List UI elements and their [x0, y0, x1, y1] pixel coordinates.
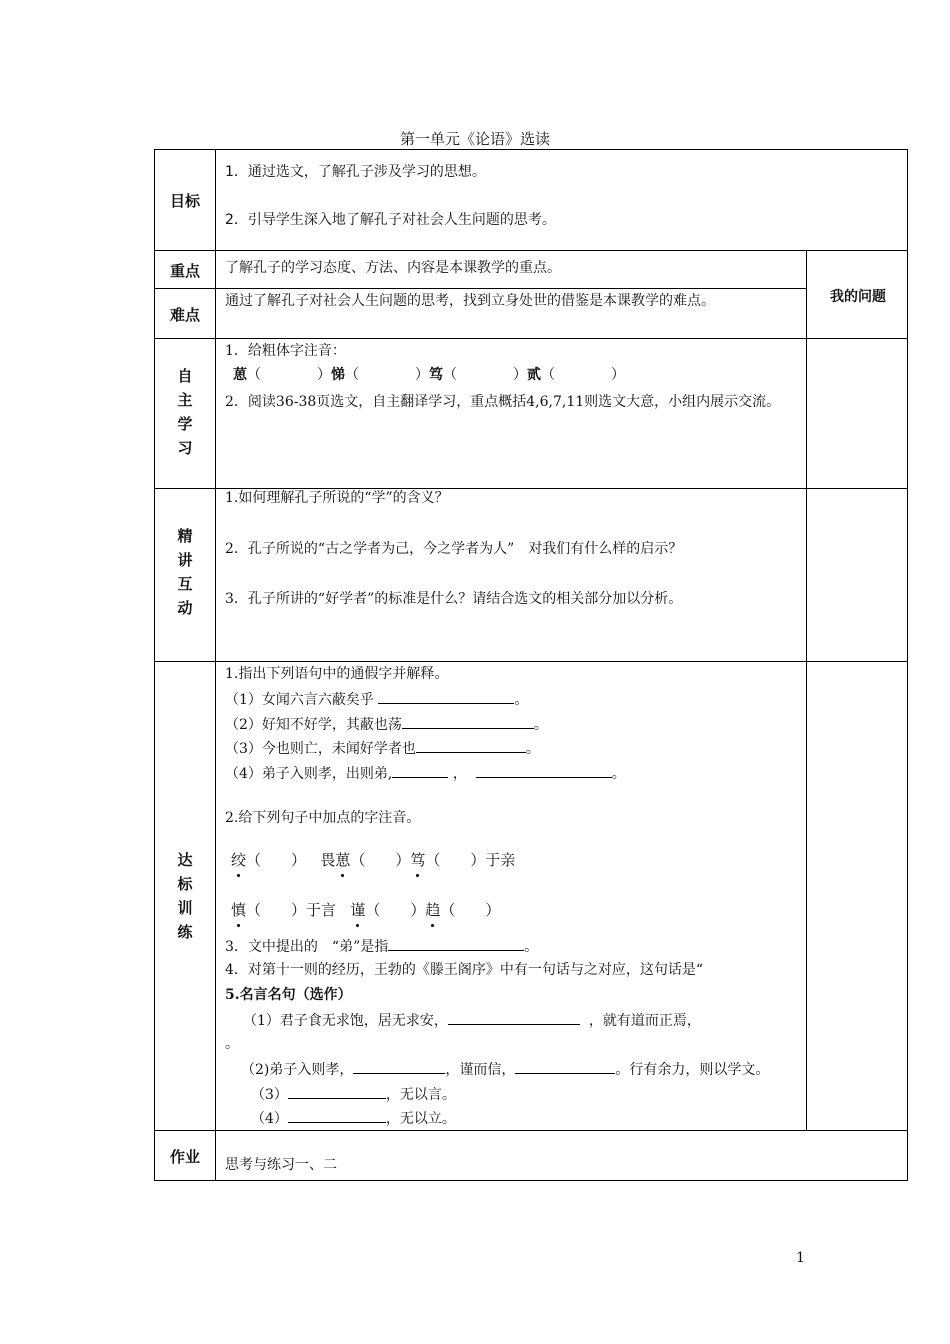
training-q1: 1.指出下列语句中的通假字并解释。: [225, 666, 449, 682]
answer-paren: （ ）: [541, 367, 625, 383]
label-difficulty: 难点: [169, 306, 200, 324]
page-title: 第一单元《论语》选读: [399, 130, 550, 148]
answer-blank[interactable]: [378, 687, 514, 704]
label-key-point: 重点: [169, 262, 200, 280]
training-q1-item: （4）弟子入则孝，出则弟, ， 。: [225, 761, 801, 787]
difficulty-text: 通过了解孔子对社会人生问题的思考，找到立身处世的借鉴是本课教学的难点。: [225, 293, 715, 309]
answer-blank[interactable]: [288, 1082, 386, 1099]
training-q2-row1: 绞（ ） 畏葸（ ）笃（ ）于亲: [231, 848, 807, 873]
answer-blank[interactable]: [388, 934, 524, 951]
char-du: 笃: [429, 367, 443, 383]
training-q5-3: （3） ，无以言。: [251, 1082, 827, 1108]
answer-blank[interactable]: [515, 1057, 615, 1074]
self-study-q1: 1．给粗体字注音：: [225, 343, 346, 359]
char-ti: 悌: [331, 367, 345, 383]
training-q5: 5.名言名句（选作）: [225, 987, 352, 1003]
label-my-questions: 我的问题: [830, 289, 886, 305]
label-discussion: 精 讲 互 动: [177, 527, 193, 617]
training-q5-1: （1）君子食无求饱，居无求安， ，就有道而正焉，: [243, 1008, 819, 1034]
answer-blank[interactable]: [416, 736, 526, 753]
row-divider: [155, 250, 907, 251]
answer-blank[interactable]: [288, 1106, 386, 1123]
training-q4: 4．对第十一则的经历，王勃的《滕王阁序》中有一句话与之对应，这句话是“: [225, 962, 704, 978]
training-q1-item: （1）女闻六言六蔽矣乎 。: [225, 687, 801, 713]
homework-text: 思考与练习一、二: [225, 1157, 337, 1173]
answer-blank[interactable]: [448, 1008, 580, 1025]
answer-blank[interactable]: [392, 761, 448, 778]
key-point-text: 了解孔子的学习态度、方法、内容是本课教学的重点。: [225, 260, 561, 276]
char-er: 贰: [527, 367, 541, 383]
char-xi: 葸: [233, 367, 247, 383]
discussion-q1: 1.如何理解孔子所说的“学”的含义？: [225, 490, 449, 506]
label-training: 达 标 训 练: [177, 851, 193, 941]
label-self-study: 自 主 学 习: [177, 367, 193, 457]
label-column-divider: [215, 150, 216, 1180]
answer-paren: （ ）: [247, 367, 331, 383]
answer-paren: （ ）: [345, 367, 429, 383]
answer-blank[interactable]: [402, 712, 534, 729]
training-q2-row2: 慎（ ）于言 谨（ ）趋（ ）: [231, 898, 807, 923]
answer-blank[interactable]: [353, 1057, 445, 1074]
training-q5-1-tail: 。: [225, 1036, 239, 1052]
answer-paren: （ ）: [443, 367, 527, 383]
discussion-q3: 3．孔子所讲的“好学者”的标准是什么？请结合选文的相关部分加以分析。: [225, 591, 683, 607]
goal-2: 2．引导学生深入地了解孔子对社会人生问题的思考。: [225, 212, 556, 228]
training-q5-4: （4） ，无以立。: [251, 1106, 827, 1132]
label-goals: 目标: [169, 192, 200, 210]
answer-blank[interactable]: [476, 761, 612, 778]
training-q3: 3．文中提出的 “弟”是指 。: [225, 934, 801, 960]
self-study-chars: [233, 363, 809, 388]
discussion-q2: 2．孔子所说的“古之学者为己，今之学者为人” 对我们有什么样的启示？: [225, 541, 683, 557]
goal-1: 1．通过选文，了解孔子涉及学习的思想。: [225, 164, 486, 180]
lesson-plan-table: [154, 149, 908, 1181]
training-q2: 2.给下列句子中加点的字注音。: [225, 810, 421, 826]
label-homework: 作业: [169, 1148, 200, 1166]
training-q5-2: （2)弟子入则孝， ，谨而信， 。行有余力，则以学文。: [241, 1057, 817, 1083]
self-study-q2: 2．阅读36-38页选文，自主翻译学习，重点概括4,6,7,11则选文大意，小组内展示交流。: [225, 394, 781, 410]
page-number: 1: [796, 1250, 805, 1266]
training-q1-item: （3）今也则亡，未闻好学者也 。: [225, 736, 801, 762]
training-q1-item: （2）好知不好学，其蔽也荡 。: [225, 712, 801, 738]
